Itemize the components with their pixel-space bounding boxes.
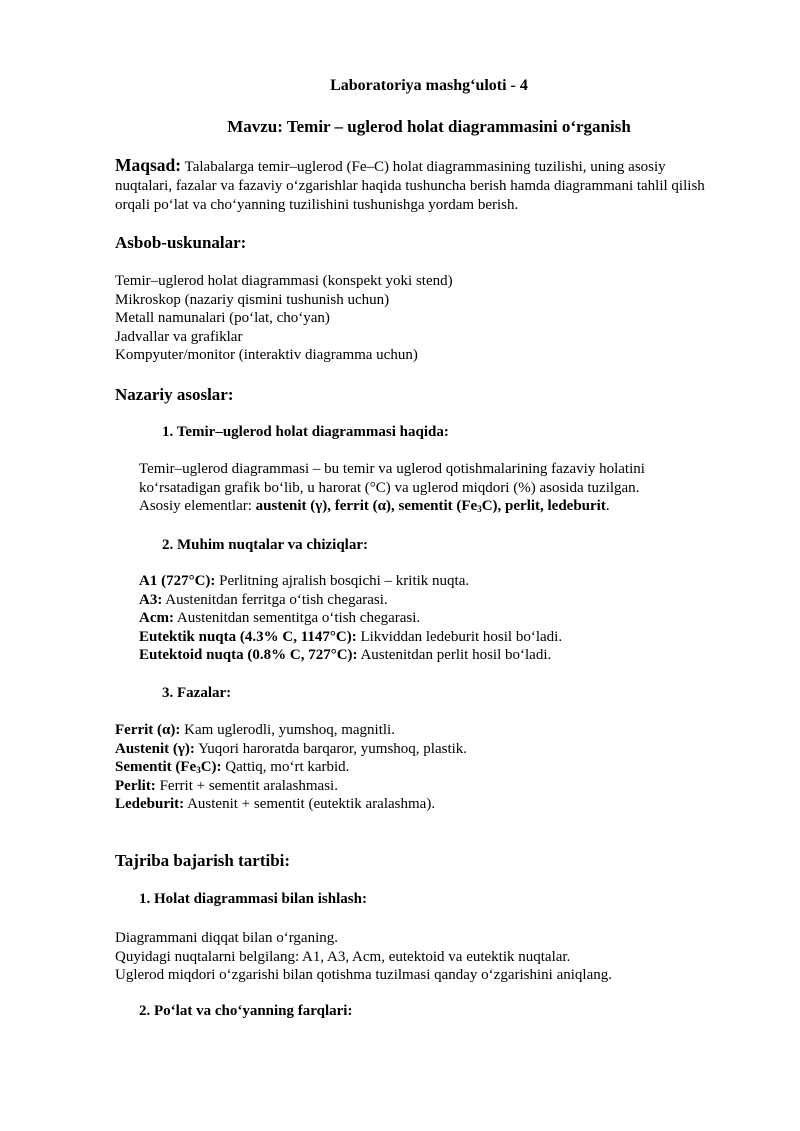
list-item: Eutektik nuqta (4.3% C, 1147°C): Likviddan ledeburit hosil boʻladi. xyxy=(139,628,563,645)
theory-subheading-1: 1. Temir–uglerod holat diagrammasi haqida: xyxy=(162,424,449,440)
equipment-heading: Asbob-uskunalar: xyxy=(115,233,247,252)
list-item: Kompyuter/monitor (interaktiv diagramma uchun) xyxy=(115,347,418,364)
lab-title: Laboratoriya mashgʻuloti - 4 xyxy=(330,77,528,94)
goal-text: Talabalarga temir–uglerod (Fe–C) holat diagrammasining tuzilishi, uning asosiy nuqtalari, fazalar va fazaviy oʻzgarishlar haqida tushuncha berish hamda diagrammani tahlil qilish orqali poʻlat va choʻyanning tuzilishini tushunishga yordam berish. xyxy=(115,159,705,213)
procedure-heading: Tajriba bajarish tartibi: xyxy=(115,851,291,870)
list-item: Acm: Austenitdan sementitga oʻtish chegarasi. xyxy=(139,610,421,627)
procedure-subheading-1: 1. Holat diagrammasi bilan ishlash: xyxy=(139,891,367,907)
list-item: Jadvallar va grafiklar xyxy=(115,328,243,345)
list-item: Eutektoid nuqta (0.8% C, 727°C): Austenitdan perlit hosil boʻladi. xyxy=(139,647,552,664)
list-item: A1 (727°C): Perlitning ajralish bosqichi – kritik nuqta. xyxy=(139,573,470,589)
goal-paragraph xyxy=(115,156,715,215)
procedure-subheading-2: 2. Poʻlat va choʻyanning farqlari: xyxy=(139,1003,353,1019)
equipment-list xyxy=(115,272,453,365)
text-line: Quyidagi nuqtalarni belgilang: A1, A3, Acm, eutektoid va eutektik nuqtalar. xyxy=(115,948,571,965)
elements-bold: austenit (γ), ferrit (α), sementit $(Fe_3C)$, perlit, ledeburit xyxy=(255,498,606,515)
list-item: Sementit $(Fe_3C)$: Qattiq, moʻrt karbid. xyxy=(115,759,350,776)
goal-label: Maqsad: xyxy=(115,155,182,175)
theory-heading: Nazariy asoslar: xyxy=(115,385,234,404)
procedure-1-lines xyxy=(115,929,612,985)
list-item: Temir–uglerod holat diagrammasi (konspekt yoki stend) xyxy=(115,273,453,289)
text-line: koʻrsatadigan grafik boʻlib, u harorat (°C) va uglerod miqdori (%) asosida tuzilgan. xyxy=(139,479,640,496)
text-line: Temir–uglerod diagrammasi – bu temir va uglerod qotishmalarining fazaviy holatini xyxy=(139,461,645,477)
elements-prefix: Asosiy elementlar: xyxy=(139,498,256,515)
list-item: Metall namunalari (poʻlat, choʻyan) xyxy=(115,310,330,327)
text-line: Uglerod miqdori oʻzgarishi bilan qotishma tuzilmasi qanday oʻzgarishini aniqlang. xyxy=(115,967,612,984)
list-item: Austenit (γ): Yuqori haroratda barqaror, yumshoq, plastik. xyxy=(115,740,468,757)
list-item: Mikroskop (nazariy qismini tushunish uchun) xyxy=(115,291,390,308)
list-item: Ferrit (α): Kam uglerodli, yumshoq, magnitli. xyxy=(115,722,395,738)
theory-1-paragraph xyxy=(139,460,645,516)
topic-title: Mavzu: Temir – uglerod holat diagrammasini oʻrganish xyxy=(227,117,631,136)
text-line: Diagrammani diqqat bilan oʻrganing. xyxy=(115,930,339,946)
theory-subheading-2: 2. Muhim nuqtalar va chiziqlar: xyxy=(162,537,368,553)
text-line: Asosiy elementlar: austenit (γ), ferrit (α), sementit $(Fe_3C)$, perlit, ledeburit. xyxy=(139,498,610,515)
list-item: Perlit: Ferrit + sementit aralashmasi. xyxy=(115,777,338,794)
list-item: A3: Austenitdan ferritga oʻtish chegarasi. xyxy=(139,591,388,608)
phases-list xyxy=(115,721,467,814)
points-list xyxy=(139,572,562,665)
list-item: Ledeburit: Austenit + sementit (eutektik aralashma). xyxy=(115,796,436,813)
theory-subheading-3: 3. Fazalar: xyxy=(162,685,232,701)
